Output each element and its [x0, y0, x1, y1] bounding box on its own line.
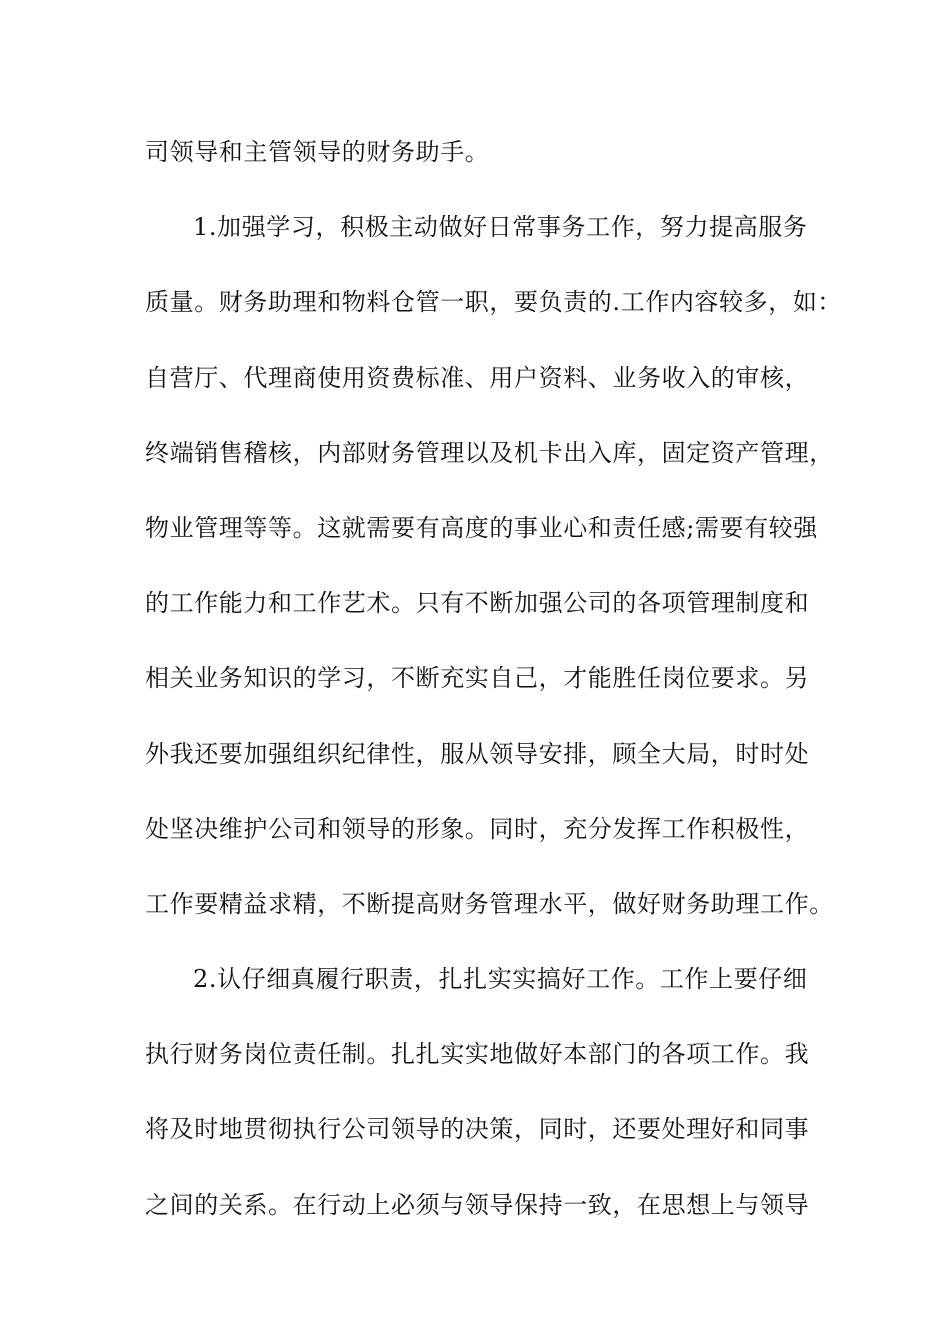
paragraph-1-start: 1.加强学习，积极主动做好日常事务工作，努力提高服务	[193, 213, 808, 242]
text-line: 工作要精益求精，不断提高财务管理水平，做好财务助理工作。	[145, 889, 834, 918]
text-line: 物业管理等等。这就需要有高度的事业心和责任感;需要有较强	[145, 513, 818, 542]
text-line: 自营厅、代理商使用资费标准、用户资料、业务收入的审核，	[145, 363, 810, 392]
text-line: 终端销售稽核，内部财务管理以及机卡出入库，固定资产管理，	[145, 438, 834, 467]
text-line: 司领导和主管领导的财务助手。	[145, 138, 490, 166]
text-line: 外我还要加强组织纪律性，服从领导安排，顾全大局，时时处	[145, 739, 810, 768]
paragraph-2-start: 2.认仔细真履行职责，扎扎实实搞好工作。工作上要仔细	[193, 965, 808, 994]
text-line: 将及时地贯彻执行公司领导的决策，同时，还要处理好和同事	[145, 1115, 810, 1144]
text-line: 的工作能力和工作艺术。只有不断加强公司的各项管理制度和	[145, 589, 810, 618]
text-line: 之间的关系。在行动上必须与领导保持一致，在思想上与领导	[145, 1190, 810, 1219]
text-line: 执行财务岗位责任制。扎扎实实地做好本部门的各项工作。我	[145, 1040, 810, 1069]
body-text	[145, 132, 843, 1260]
text-line: 质量。财务助理和物料仓管一职，要负责的.工作内容较多，如：	[145, 288, 843, 317]
text-line: 处坚决维护公司和领导的形象。同时，充分发挥工作积极性，	[145, 814, 810, 843]
text-line: 相关业务知识的学习，不断充实自己，才能胜任岗位要求。另	[145, 664, 810, 693]
